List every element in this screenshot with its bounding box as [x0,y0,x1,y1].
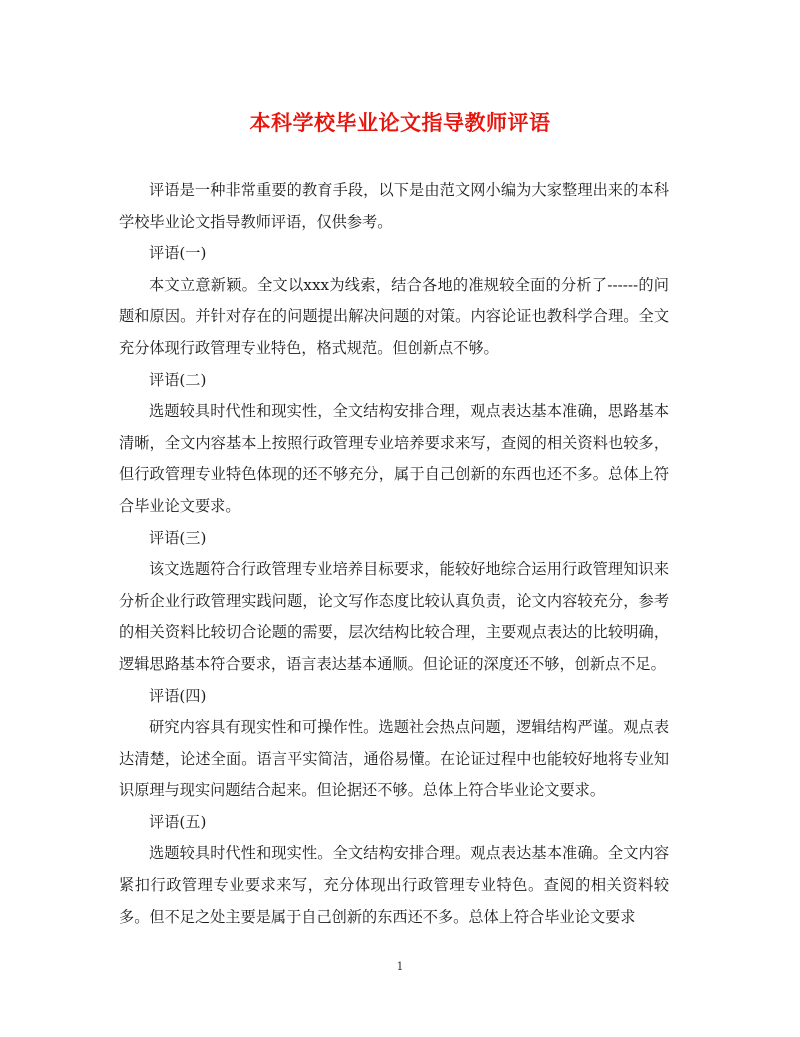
section-body-5: 选题较具时代性和现实性。全文结构安排合理。观点表达基本准确。全文内容紧扣行政管理专业要求来写，充分体现出行政管理专业特色。查阅的相关资料较多。但不足之处主要是属于自己创新的东西还不多。总体上符合毕业论文要求 [119,844,669,926]
section-heading-3: 评语(三) [149,528,207,547]
page-number: 1 [396,960,404,973]
section-heading-1: 评语(一) [149,244,207,263]
section-heading-5: 评语(五) [149,812,207,831]
section-heading-4: 评语(四) [149,686,207,705]
section-body-3: 该文选题符合行政管理专业培养目标要求，能较好地综合运用行政管理知识来分析企业行政管理实践问题，论文写作态度比较认真负责，论文内容较充分，参考的相关资料比较切合论题的需要，层次结构比较合理，主要观点表达的比较明确，逻辑思路基本符合要求，语言表达基本通顺。但论证的深度还不够，创新点不足。 [119,560,669,673]
document-title: 本科学校毕业论文指导教师评语 [249,110,551,135]
section-body-2: 选题较具时代性和现实性，全文结构安排合理，观点表达基本准确，思路基本清晰，全文内容基本上按照行政管理专业培养要求来写，查阅的相关资料也较多，但行政管理专业特色体现的还不够充分，属于自己创新的东西也还不多。总体上符合毕业论文要求。 [119,402,669,515]
document-body [119,175,669,933]
section-heading-2: 评语(二) [149,370,207,389]
section-body-1: 本文立意新颖。全文以xxx为线索，结合各地的准规较全面的分析了------的问题和原因。并针对存在的问题提出解决问题的对策。内容论证也教科学合理。全文充分体现行政管理专业特色，格式规范。但创新点不够。 [119,275,669,357]
section-body-4: 研究内容具有现实性和可操作性。选题社会热点问题，逻辑结构严谨。观点表达清楚，论述全面。语言平实简洁，通俗易懂。在论证过程中也能较好地将专业知识原理与现实问题结合起来。但论据还不够。总体上符合毕业论文要求。 [119,718,669,800]
intro-paragraph: 评语是一种非常重要的教育手段，以下是由范文网小编为大家整理出来的本科学校毕业论文指导教师评语，仅供参考。 [119,181,669,231]
